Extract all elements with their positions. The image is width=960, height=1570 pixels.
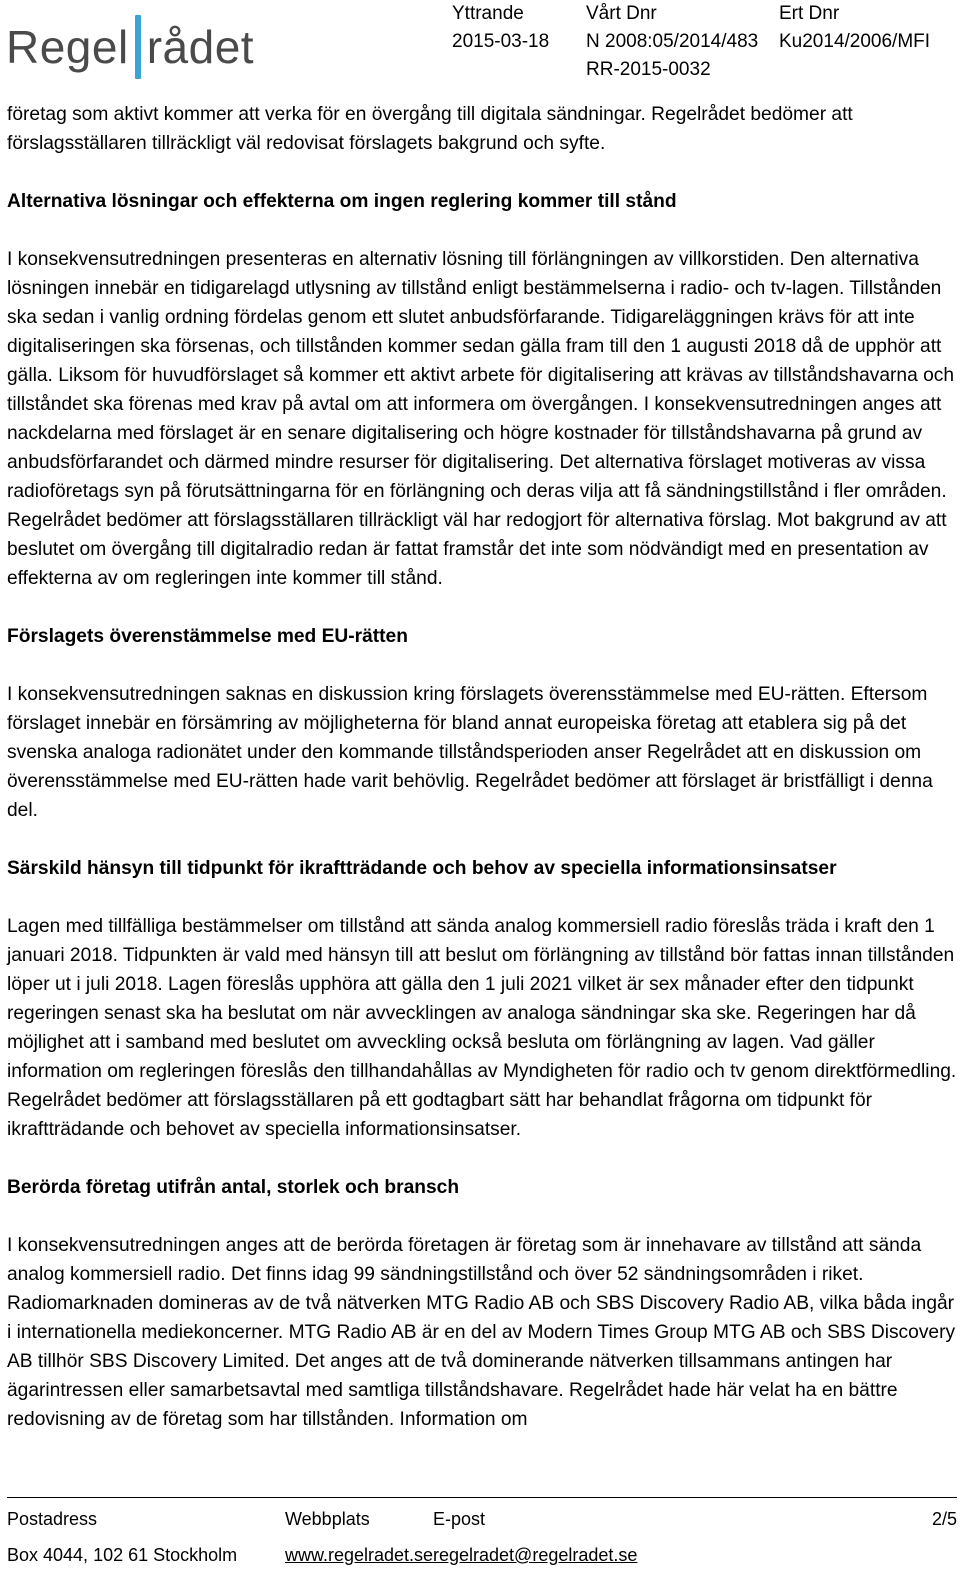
footer-divider bbox=[7, 1497, 957, 1498]
postadress-value: Box 4044, 102 61 Stockholm bbox=[7, 1545, 238, 1565]
ert-dnr-label: Ert Dnr bbox=[779, 3, 840, 24]
regelradet-logo bbox=[6, 12, 254, 82]
ert-dnr-value: Ku2014/2006/MFI bbox=[779, 31, 931, 52]
webbplats-link[interactable]: www.regelradet.se bbox=[285, 1545, 434, 1565]
epost-label: E-post bbox=[433, 1509, 486, 1529]
section-text-eu-ratten: I konsekvensutredningen saknas en diskussion kring förslagets överensstämmelse med EU-rätten. Eftersom förslaget innebär en försämring av möjligheterna för bland annat europeiska företag att etablera sig på det svenska analoga radionätet under den kommande tillståndsperioden anser Regelrådet att en diskussion om överensstämmelse med EU-rätten hade varit behövlig. Regelrådet bedömer att förslaget är bristfälligt i denna del. bbox=[7, 684, 933, 821]
logo-text-right: rådet bbox=[146, 21, 255, 73]
page-number: 2/5 bbox=[931, 1509, 957, 1529]
document-body bbox=[7, 100, 957, 1434]
vart-dnr-label: Vårt Dnr bbox=[586, 3, 657, 24]
vart-dnr-value-1: N 2008:05/2014/483 bbox=[586, 31, 759, 52]
section-text-alternativa: I konsekvensutredningen presenteras en alternativ lösning till förlängningen av villkorstiden. Den alternativa lösningen innebär en tidigarelagd utlysning av tillstånd enligt bestämmelserna i radio- och tv-lagen. Tillstånden ska sedan i vanlig ordning fördelas genom ett slutet anbudsförfarande. Tidigareläggningen krävs för att inte digitaliseringen ska försenas, och tillstånden kommer sedan gälla fram till den 1 augusti 2018 då de upphör att gälla. Liksom för huvudförslaget så kommer ett aktivt arbete för digitalisering att krävas av tillståndshavarna och tillståndet ska förenas med krav på avtal om att informera om övergången. I konsekvensutredningen anges att nackdelarna med förslaget är en senare digitalisering och högre kostnader för tillståndshavarna på grund av anbudsförfarandet och därmed mindre resurser för digitalisering. Det alternativa förslaget motiveras av vissa radioföretags syn på förutsättningarna för en förlängning och deras vilja att få sändningstillstånd i fler områden. Regelrådet bedömer att förslagsställaren tillräckligt väl har redogjort för alternativa förslag. Mot bakgrund av att beslutet om övergång till digitalradio redan är fattat framstår det inte som nödvändigt med en presentation av effekterna av om regleringen inte kommer till stånd. bbox=[7, 249, 955, 589]
section-heading-berorda-foretag: Berörda företag utifrån antal, storlek och bransch bbox=[7, 1177, 460, 1198]
yttrande-label: Yttrande bbox=[452, 3, 524, 24]
logo-text-left: Regel bbox=[6, 21, 129, 73]
section-heading-ikrafttradande: Särskild hänsyn till tidpunkt för ikraftträdande och behov av speciella informationsinsatser bbox=[7, 858, 837, 879]
webbplats-link-wrap bbox=[285, 1543, 433, 1567]
intro-paragraph: företag som aktivt kommer att verka för en övergång till digitala sändningar. Regelrådet bedömer att förslagsställaren tillräckligt väl redovisat förslagets bakgrund och syfte. bbox=[7, 104, 853, 154]
postadress-label: Postadress bbox=[7, 1509, 98, 1529]
section-text-ikrafttradande: Lagen med tillfälliga bestämmelser om tillstånd att sända analog kommersiell radio föreslås träda i kraft den 1 januari 2018. Tidpunkten är vald med hänsyn till att beslut om förlängning av tillstånd bör fattas innan tillstånden löper ut i juli 2018. Lagen föreslås upphöra att gälla den 1 juli 2021 vilket är sex månader efter den tidpunkt regeringen senast ska ha beslutat om när avvecklingen av analoga sändningar ska ske. Regeringen har då möjlighet att i samband med beslutet om avveckling också besluta om förlängning av lagen. Vad gäller information om regleringen föreslås den tillhandahållas av Myndigheten för radio och tv genom direktförmedling. Regelrådet bedömer att förslagsställaren på ett godtagbart sätt har behandlat frågorna om tidpunkt för ikraftträdande och behovet av speciella informationsinsatser. bbox=[7, 916, 957, 1140]
ert-dnr-block bbox=[779, 0, 930, 56]
yttrande-date: 2015-03-18 bbox=[452, 31, 550, 52]
logo-divider bbox=[135, 15, 141, 79]
section-heading-eu-ratten: Förslagets överenstämmelse med EU-rätten bbox=[7, 626, 408, 647]
epost-link-wrap bbox=[433, 1543, 637, 1567]
vart-dnr-block bbox=[586, 0, 758, 84]
yttrande-block bbox=[452, 0, 549, 56]
epost-link[interactable]: regelradet@regelradet.se bbox=[433, 1545, 638, 1565]
page-footer bbox=[7, 1497, 957, 1570]
webbplats-label: Webbplats bbox=[285, 1509, 370, 1529]
section-heading-alternativa: Alternativa lösningar och effekterna om ingen reglering kommer till stånd bbox=[7, 191, 677, 212]
section-text-berorda-foretag: I konsekvensutredningen anges att de berörda företagen är företag som är innehavare av tillstånd att sända analog kommersiell radio. Det finns idag 99 sändningstillstånd och över 52 sändningsområden i riket. Radiomarknaden domineras av de två nätverken MTG Radio AB och SBS Discovery Radio AB, vilka båda ingår i internationella mediekoncerner. MTG Radio AB är en del av Modern Times Group MTG AB och SBS Discovery AB tillhör SBS Discovery Limited. Det anges att de två dominerande nätverken tillsammans antingen har ägarintressen eller samarbetsavtal med samtliga tillståndshavare. Regelrådet hade här velat ha en bättre redovisning av de företag som har tillstånden. Information om bbox=[7, 1235, 956, 1430]
vart-dnr-value-2: RR-2015-0032 bbox=[586, 59, 711, 80]
